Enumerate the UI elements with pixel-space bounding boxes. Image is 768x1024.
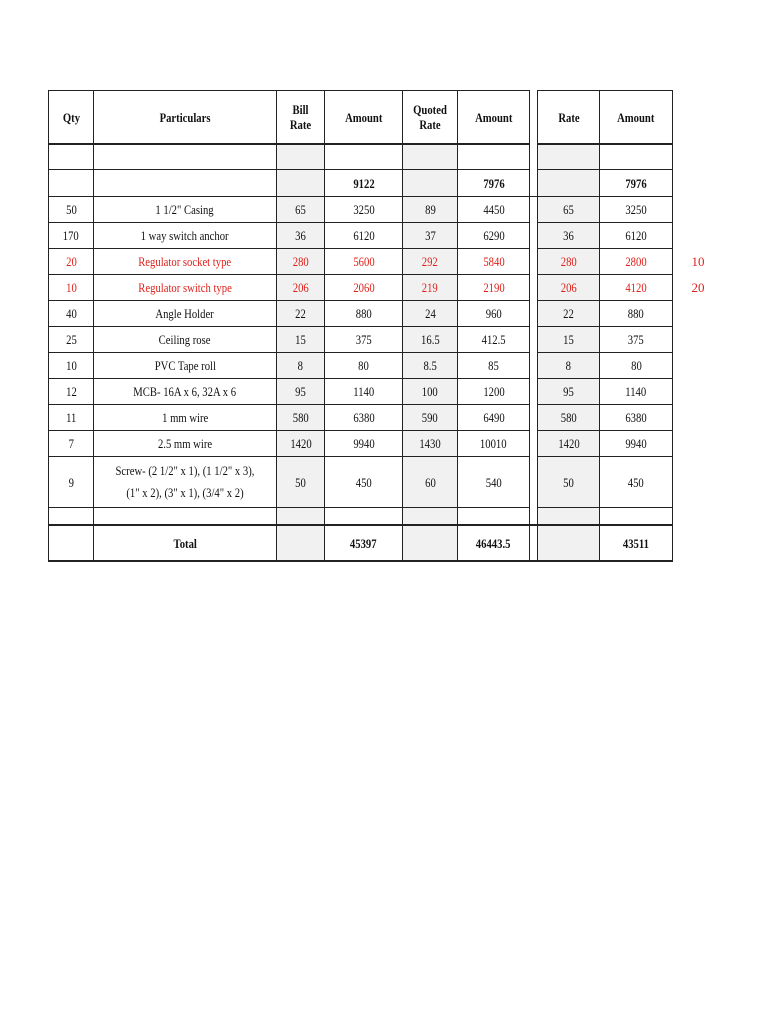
cell-amount3: 450: [600, 457, 673, 508]
cell-amount3: 6120: [600, 223, 673, 249]
blank-row: [49, 144, 673, 170]
blank-cell: [600, 144, 673, 170]
blank-cell: [94, 508, 277, 526]
subtotal-amount-quoted: 7976: [458, 170, 530, 197]
header-quoted-rate: Quoted Rate: [403, 91, 458, 145]
cell-rate: 1420: [538, 431, 600, 457]
cell-amount2: 412.5: [458, 327, 530, 353]
cell-amount3: 6380: [600, 405, 673, 431]
blank-cell: [49, 508, 94, 526]
column-gap: [530, 327, 538, 353]
cell-rate: 95: [538, 379, 600, 405]
cell-amount1: 3250: [325, 197, 403, 223]
blank-cell: [403, 508, 458, 526]
blank-cell: [538, 170, 600, 197]
cell-quoted-rate: 16.5: [403, 327, 458, 353]
table-row: [49, 223, 673, 249]
table-row: [49, 457, 673, 508]
cell-bill-rate: 8: [277, 353, 325, 379]
cell-bill-rate: 36: [277, 223, 325, 249]
cell-amount3: 9940: [600, 431, 673, 457]
cell-qty: 25: [49, 327, 94, 353]
cell-bill-rate: 580: [277, 405, 325, 431]
total-row: [49, 525, 673, 561]
cell-quoted-rate: 100: [403, 379, 458, 405]
cell-amount1: 450: [325, 457, 403, 508]
cell-particulars: Screw- (2 1/2" x 1), (1 1/2" x 3), (1" x 2), (3" x 1), (3/4" x 2): [94, 457, 277, 508]
column-gap: [530, 223, 538, 249]
cell-rate: 280: [538, 249, 600, 275]
total-particulars: Total: [94, 525, 277, 561]
cell-quoted-rate: 89: [403, 197, 458, 223]
table-row: [49, 275, 673, 301]
cell-quoted-rate: 37: [403, 223, 458, 249]
table-row: [49, 353, 673, 379]
cell-rate: 22: [538, 301, 600, 327]
cell-qty: 10: [49, 353, 94, 379]
blank-cell: [277, 144, 325, 170]
header-amount-bill: Amount: [325, 91, 403, 145]
cell-rate: 8: [538, 353, 600, 379]
cell-qty: 9: [49, 457, 94, 508]
cell-particulars: 1 mm wire: [94, 405, 277, 431]
cell-quoted-rate: 1430: [403, 431, 458, 457]
cell-particulars: MCB- 16A x 6, 32A x 6: [94, 379, 277, 405]
cell-amount3: 4120: [600, 275, 673, 301]
cell-amount2: 4450: [458, 197, 530, 223]
cell-rate: 580: [538, 405, 600, 431]
total-amount1: 45397: [325, 525, 403, 561]
blank-cell: [403, 170, 458, 197]
cell-bill-rate: 280: [277, 249, 325, 275]
cell-amount1: 9940: [325, 431, 403, 457]
blank-cell: [403, 525, 458, 561]
cell-amount1: 2060: [325, 275, 403, 301]
blank-cell: [277, 508, 325, 526]
blank-cell: [277, 525, 325, 561]
blank-cell: [49, 525, 94, 561]
cell-qty: 50: [49, 197, 94, 223]
cell-qty: 11: [49, 405, 94, 431]
blank-row: [49, 508, 673, 526]
blank-cell: [458, 508, 530, 526]
cell-particulars: Angle Holder: [94, 301, 277, 327]
cell-qty: 10: [49, 275, 94, 301]
column-gap: [530, 508, 538, 526]
cell-amount1: 6120: [325, 223, 403, 249]
cell-amount1: 80: [325, 353, 403, 379]
subtotal-row: [49, 170, 673, 197]
bill-comparison-table: [48, 90, 673, 562]
header-bill-rate: Bill Rate: [277, 91, 325, 145]
subtotal-amount-bill: 9122: [325, 170, 403, 197]
column-gap: [530, 144, 538, 170]
cell-particulars: 1 way switch anchor: [94, 223, 277, 249]
blank-cell: [325, 144, 403, 170]
cell-amount1: 6380: [325, 405, 403, 431]
cell-amount1: 5600: [325, 249, 403, 275]
cell-particulars: Regulator socket type: [94, 249, 277, 275]
column-gap: [530, 431, 538, 457]
cell-rate: 206: [538, 275, 600, 301]
cell-amount1: 1140: [325, 379, 403, 405]
column-gap: [530, 457, 538, 508]
blank-cell: [600, 508, 673, 526]
cell-qty: 7: [49, 431, 94, 457]
cell-particulars: PVC Tape roll: [94, 353, 277, 379]
cell-quoted-rate: 219: [403, 275, 458, 301]
column-gap: [530, 170, 538, 197]
side-note: 20: [691, 280, 705, 295]
blank-cell: [325, 508, 403, 526]
cell-rate: 65: [538, 197, 600, 223]
table-row: [49, 327, 673, 353]
header-amount-final: Amount: [600, 91, 673, 145]
total-amount3: 43511: [600, 525, 673, 561]
blank-cell: [49, 144, 94, 170]
cell-rate: 50: [538, 457, 600, 508]
cell-amount2: 6290: [458, 223, 530, 249]
column-gap: [530, 197, 538, 223]
blank-cell: [94, 144, 277, 170]
cell-amount2: 85: [458, 353, 530, 379]
cell-particulars: 1 1/2" Casing: [94, 197, 277, 223]
cell-amount2: 1200: [458, 379, 530, 405]
cell-qty: 40: [49, 301, 94, 327]
table-row: [49, 249, 673, 275]
cell-rate: 36: [538, 223, 600, 249]
column-gap: [530, 249, 538, 275]
cell-bill-rate: 95: [277, 379, 325, 405]
cell-quoted-rate: 24: [403, 301, 458, 327]
cell-amount3: 2800: [600, 249, 673, 275]
table-row: [49, 431, 673, 457]
header-rate: Rate: [538, 91, 600, 145]
column-gap: [530, 525, 538, 561]
blank-cell: [538, 144, 600, 170]
cell-bill-rate: 206: [277, 275, 325, 301]
blank-cell: [538, 525, 600, 561]
cell-bill-rate: 22: [277, 301, 325, 327]
cell-quoted-rate: 8.5: [403, 353, 458, 379]
table-row: [49, 405, 673, 431]
cell-particulars: 2.5 mm wire: [94, 431, 277, 457]
cell-amount2: 2190: [458, 275, 530, 301]
blank-cell: [94, 170, 277, 197]
table-row: [49, 197, 673, 223]
cell-amount2: 5840: [458, 249, 530, 275]
column-gap: [530, 275, 538, 301]
cell-amount1: 375: [325, 327, 403, 353]
blank-cell: [277, 170, 325, 197]
cell-qty: 12: [49, 379, 94, 405]
cell-amount3: 880: [600, 301, 673, 327]
cell-particulars: Regulator switch type: [94, 275, 277, 301]
total-amount2: 46443.5: [458, 525, 530, 561]
cell-amount2: 6490: [458, 405, 530, 431]
table-row: [49, 379, 673, 405]
column-gap: [530, 353, 538, 379]
header-qty: Qty: [49, 91, 94, 145]
blank-cell: [49, 170, 94, 197]
cell-quoted-rate: 292: [403, 249, 458, 275]
cell-amount2: 960: [458, 301, 530, 327]
header-amount-quoted: Amount: [458, 91, 530, 145]
blank-cell: [538, 508, 600, 526]
header-particulars: Particulars: [94, 91, 277, 145]
cell-amount2: 10010: [458, 431, 530, 457]
cell-amount3: 3250: [600, 197, 673, 223]
cell-rate: 15: [538, 327, 600, 353]
cell-amount2: 540: [458, 457, 530, 508]
cell-bill-rate: 1420: [277, 431, 325, 457]
table-row: [49, 301, 673, 327]
cell-quoted-rate: 590: [403, 405, 458, 431]
cell-bill-rate: 15: [277, 327, 325, 353]
cell-amount3: 375: [600, 327, 673, 353]
column-gap: [530, 405, 538, 431]
column-gap: [530, 91, 538, 145]
cell-amount3: 1140: [600, 379, 673, 405]
cell-amount3: 80: [600, 353, 673, 379]
cell-amount1: 880: [325, 301, 403, 327]
blank-cell: [403, 144, 458, 170]
cell-bill-rate: 50: [277, 457, 325, 508]
cell-qty: 20: [49, 249, 94, 275]
cell-qty: 170: [49, 223, 94, 249]
subtotal-amount-final: 7976: [600, 170, 673, 197]
blank-cell: [458, 144, 530, 170]
header-row: [49, 91, 673, 145]
cell-particulars: Ceiling rose: [94, 327, 277, 353]
side-note: 10: [691, 254, 705, 269]
cell-bill-rate: 65: [277, 197, 325, 223]
column-gap: [530, 379, 538, 405]
cell-quoted-rate: 60: [403, 457, 458, 508]
column-gap: [530, 301, 538, 327]
